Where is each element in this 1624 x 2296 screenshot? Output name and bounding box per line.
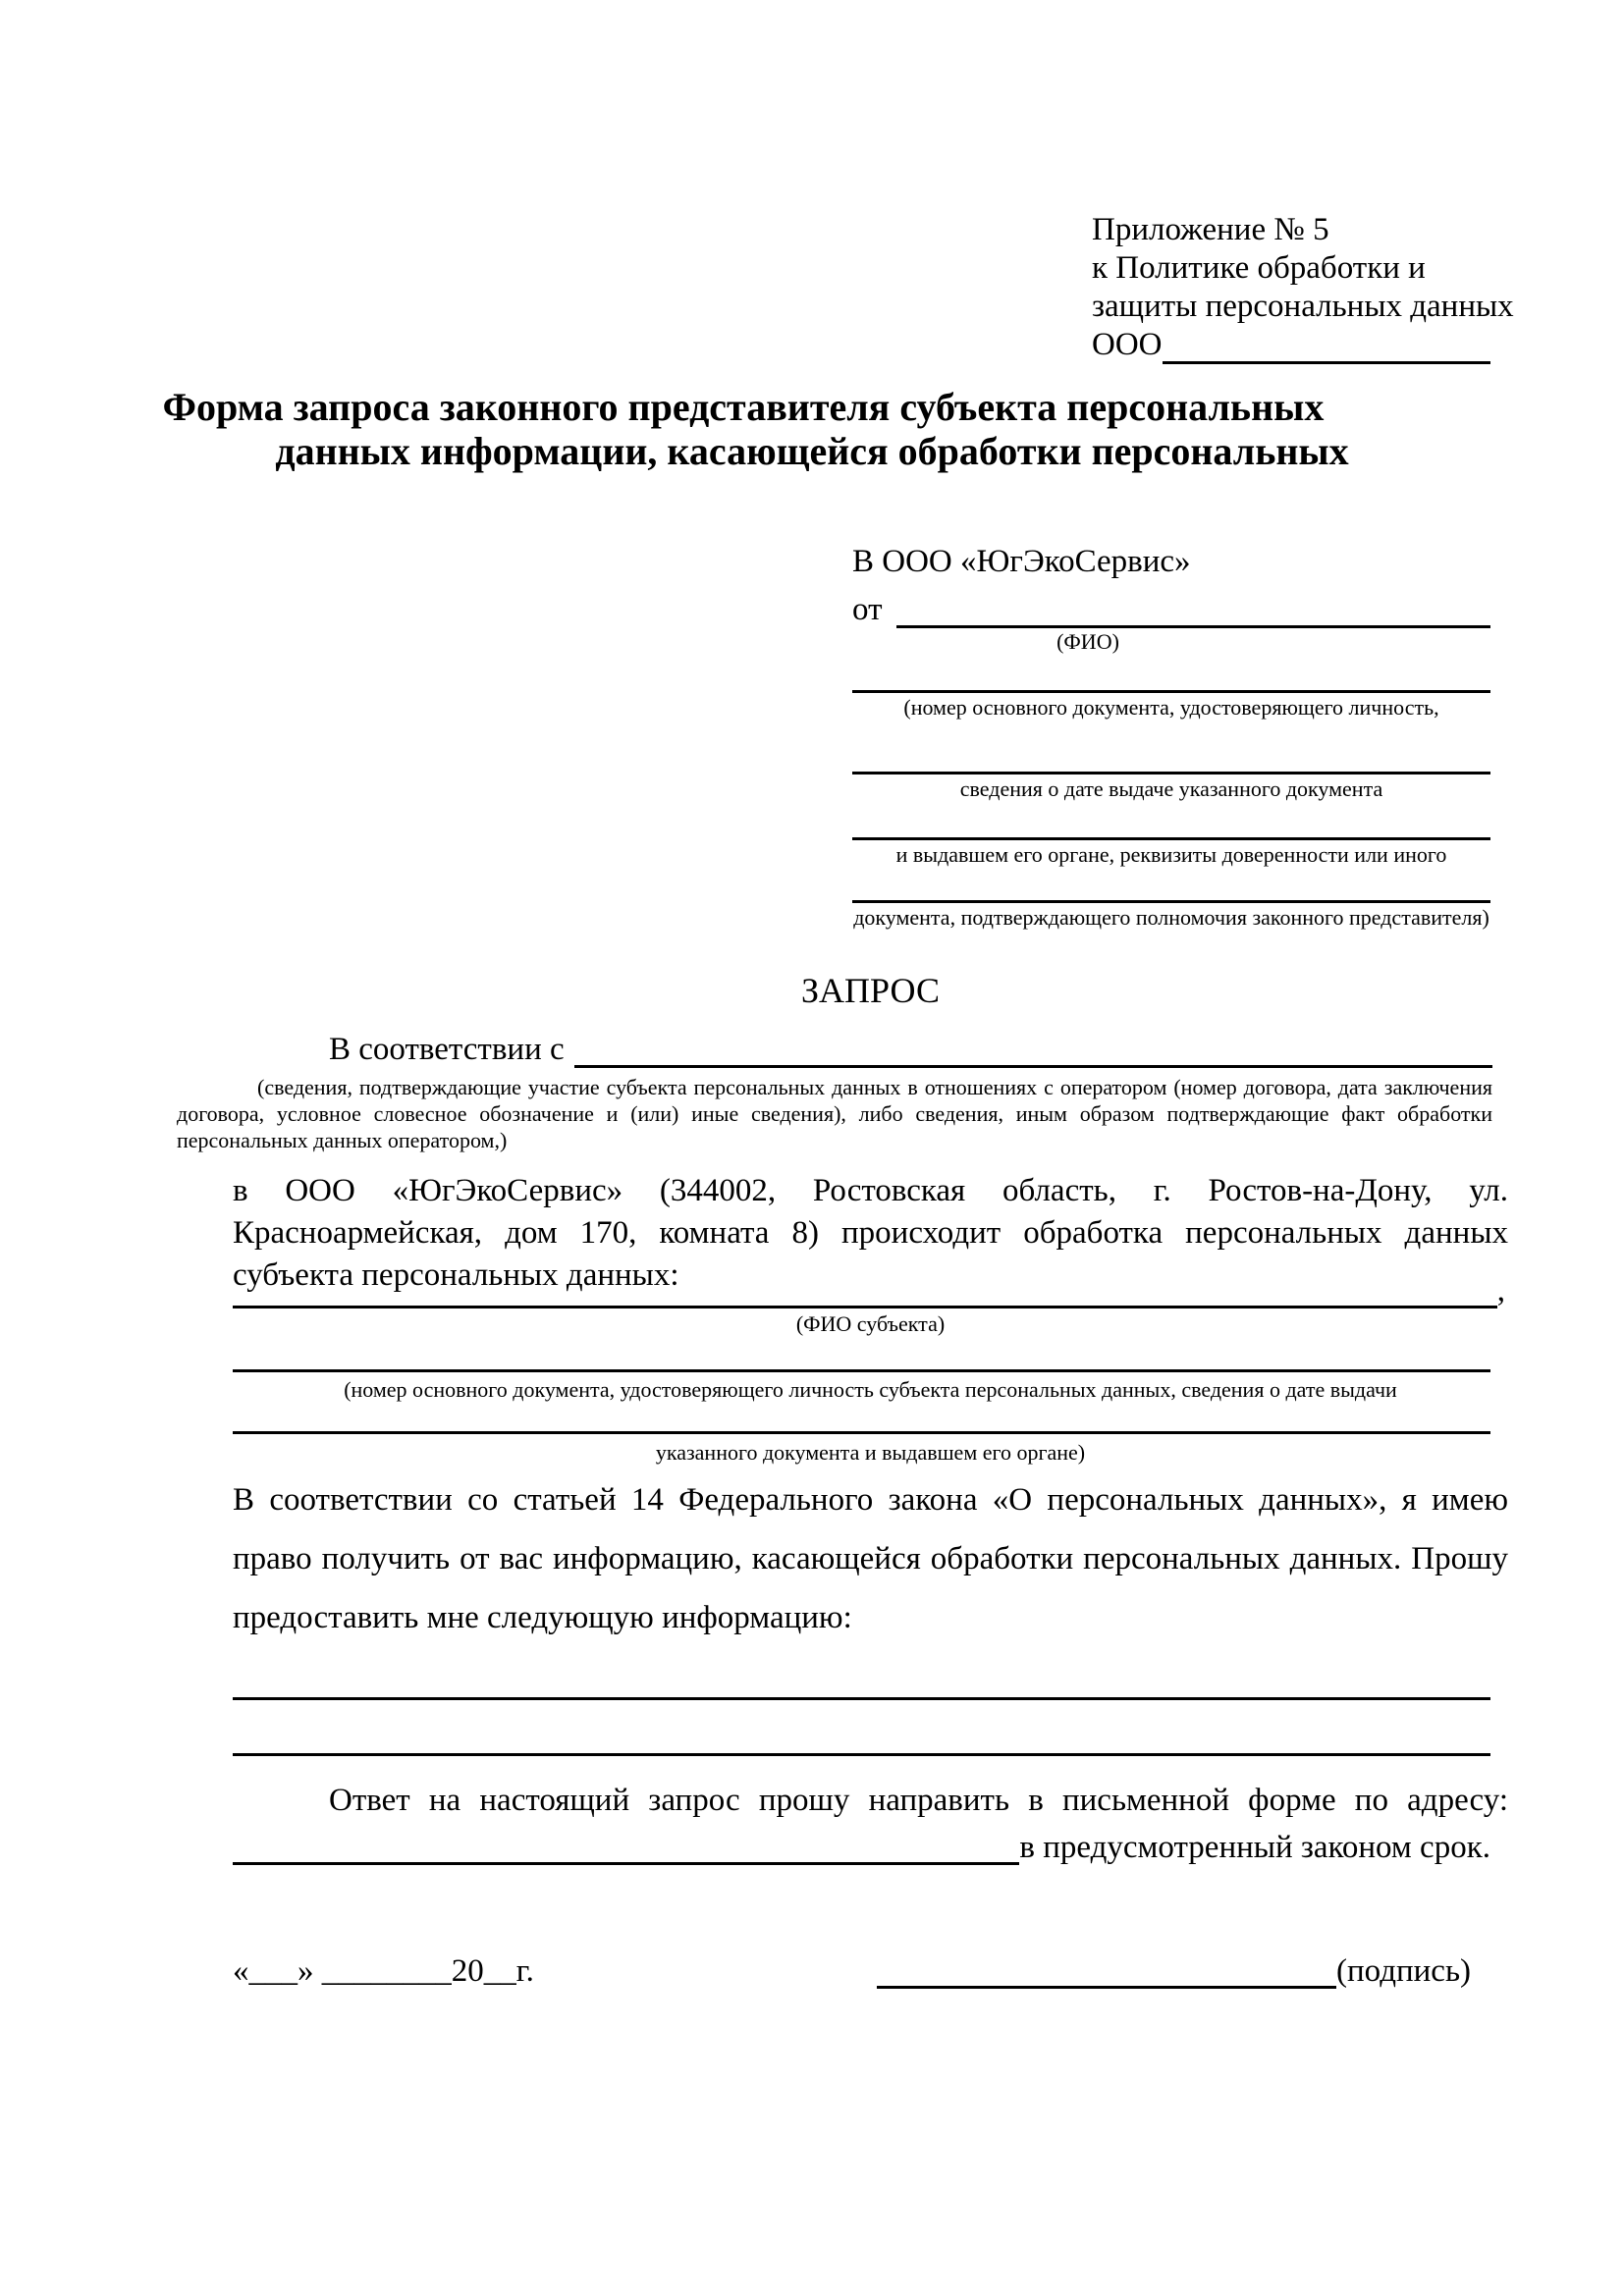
operator-paragraph: в ООО «ЮгЭкоСервис» (344002, Ростовская область, г. Ростов-на-Дону, ул. Красноармейская, дом 170, комната 8) происходит обработка персональных данных субъекта персональных данных: [233, 1173, 1508, 1293]
title-line-2: данных информации, касающейся обработки персональных [275, 429, 1349, 473]
recipient-to-line: В ООО «ЮгЭкоСервис» [852, 544, 1191, 579]
signature-group [877, 1953, 1471, 1989]
date-line: «___» ________20__г. [233, 1953, 534, 1989]
fio-blank-underline [896, 625, 1491, 628]
request-heading: ЗАПРОС [801, 971, 940, 1010]
accordance-blank-underline [574, 1065, 1492, 1068]
doc-caption-2: сведения о дате выдаче указанного документа [959, 776, 1383, 801]
signature-caption: (подпись) [1336, 1953, 1471, 1989]
info-blank-underline-1 [233, 1697, 1490, 1700]
footer-row [233, 1953, 1471, 1989]
doc-blank-underline-1 [852, 654, 1490, 693]
doc-caption-3: и выдавшем его органе, реквизиты доверенности или иного [895, 842, 1447, 867]
page-title [0, 385, 1624, 473]
doc-blank-underline-2 [852, 720, 1490, 774]
from-label: от [852, 592, 883, 627]
info-blank-underline-2 [233, 1753, 1490, 1756]
title-line-1: Форма запроса законного представителя субъекта персональных [162, 385, 1325, 429]
appendix-line: защиты персональных данных [1092, 289, 1514, 324]
doc-blank-underline-3 [852, 801, 1490, 840]
subject-line-comma: , [1496, 1273, 1505, 1308]
fio-caption: (ФИО) [1056, 629, 1119, 654]
recipient-block [852, 542, 1490, 930]
accordance-row [233, 1033, 1492, 1068]
subject-fio-row [233, 1271, 1505, 1308]
appendix-note [1092, 211, 1514, 364]
doc-caption-1: (номер основного документа, удостоверяющего личность, [903, 695, 1439, 720]
subject-doc-caption-2: указанного документа и выдавшем его органе) [655, 1440, 1086, 1465]
ooo-blank-underline [1163, 361, 1491, 364]
law-paragraph: В соответствии со статьей 14 Федерального закона «О персональных данных», я имею право получить от вас информацию, касающейся обработки персональных данных. Прошу предоставить мне следующую информацию: [233, 1482, 1508, 1635]
subject-doc-blank-underline-1 [233, 1369, 1490, 1372]
doc-blank-underline-4 [852, 867, 1490, 903]
signature-blank-underline [877, 1956, 1336, 1989]
appendix-ooo-label: ООО [1092, 327, 1163, 362]
subject-fio-blank-underline [233, 1306, 1497, 1308]
deadline-text: в предусмотренный законом срок. [1019, 1830, 1490, 1865]
answer-paragraph: Ответ на настоящий запрос прошу направить в письменной форме по адресу: [329, 1783, 1508, 1818]
accordance-caption: (сведения, подтверждающие участие субъекта персональных данных в отношениях с оператором (номер договора, дата заключения договора, условное словесное обозначение и (или) иные сведения), либо сведения, иным образом подтверждающие факт обработки персональных данных оператором,) [177, 1075, 1492, 1152]
accordance-prefix: В соответствии с [329, 1032, 565, 1067]
subject-doc-blank-underline-2 [233, 1431, 1490, 1434]
address-blank-underline [233, 1862, 1019, 1865]
appendix-line: Приложение № 5 [1092, 212, 1329, 247]
doc-caption-4: документа, подтверждающего полномочия законного представителя) [853, 905, 1489, 930]
subject-doc-caption-1: (номер основного документа, удостоверяющего личность субъекта персональных данных, сведения о дате выдачи [344, 1377, 1397, 1402]
appendix-ooo-row [1092, 326, 1490, 364]
subject-fio-caption: (ФИО субъекта) [795, 1311, 946, 1336]
appendix-line: к Политике обработки и [1092, 250, 1426, 286]
address-row [233, 1828, 1490, 1865]
from-row [852, 593, 1490, 628]
